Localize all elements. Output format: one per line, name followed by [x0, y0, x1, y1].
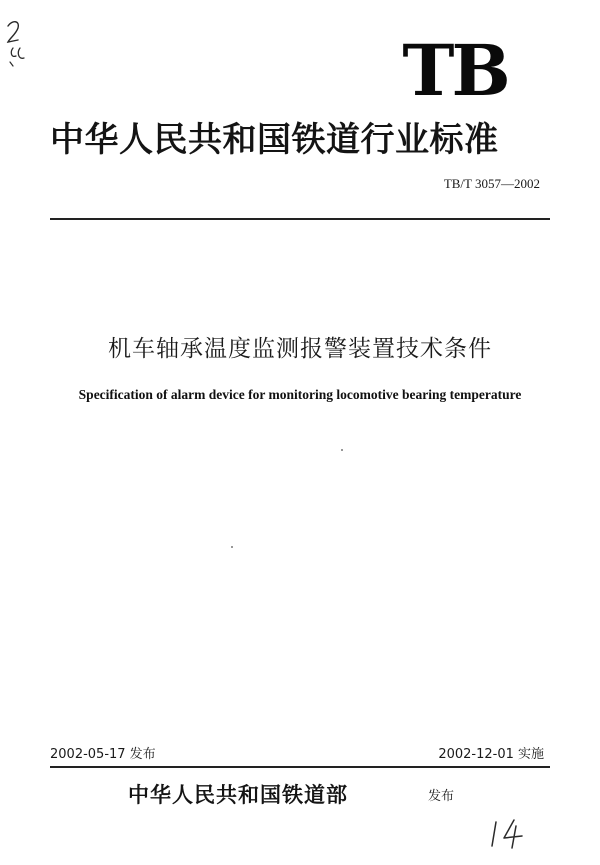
scan-speck: [341, 449, 343, 451]
publish-date: 2002-05-17 发布: [50, 747, 156, 762]
handwritten-page-number: [488, 816, 532, 850]
handwritten-mark: [4, 18, 30, 68]
footer-divider: [50, 766, 550, 768]
scan-speck: [231, 546, 233, 548]
standard-category-title: 中华人民共和国铁道行业标准: [50, 120, 499, 160]
tb-logo: TB: [402, 29, 508, 112]
issuing-authority: 中华人民共和国铁道部: [128, 782, 348, 807]
document-title-english: Specification of alarm device for monitoring locomotive bearing temperature: [78, 387, 522, 402]
document-title-chinese: 机车轴承温度监测报警装置技术条件: [108, 336, 492, 362]
effective-date: 2002-12-01 实施: [438, 747, 544, 762]
header-divider: [50, 218, 550, 220]
issuing-label: 发布: [428, 789, 455, 804]
standard-code: TB/T 3057—2002: [443, 176, 540, 191]
